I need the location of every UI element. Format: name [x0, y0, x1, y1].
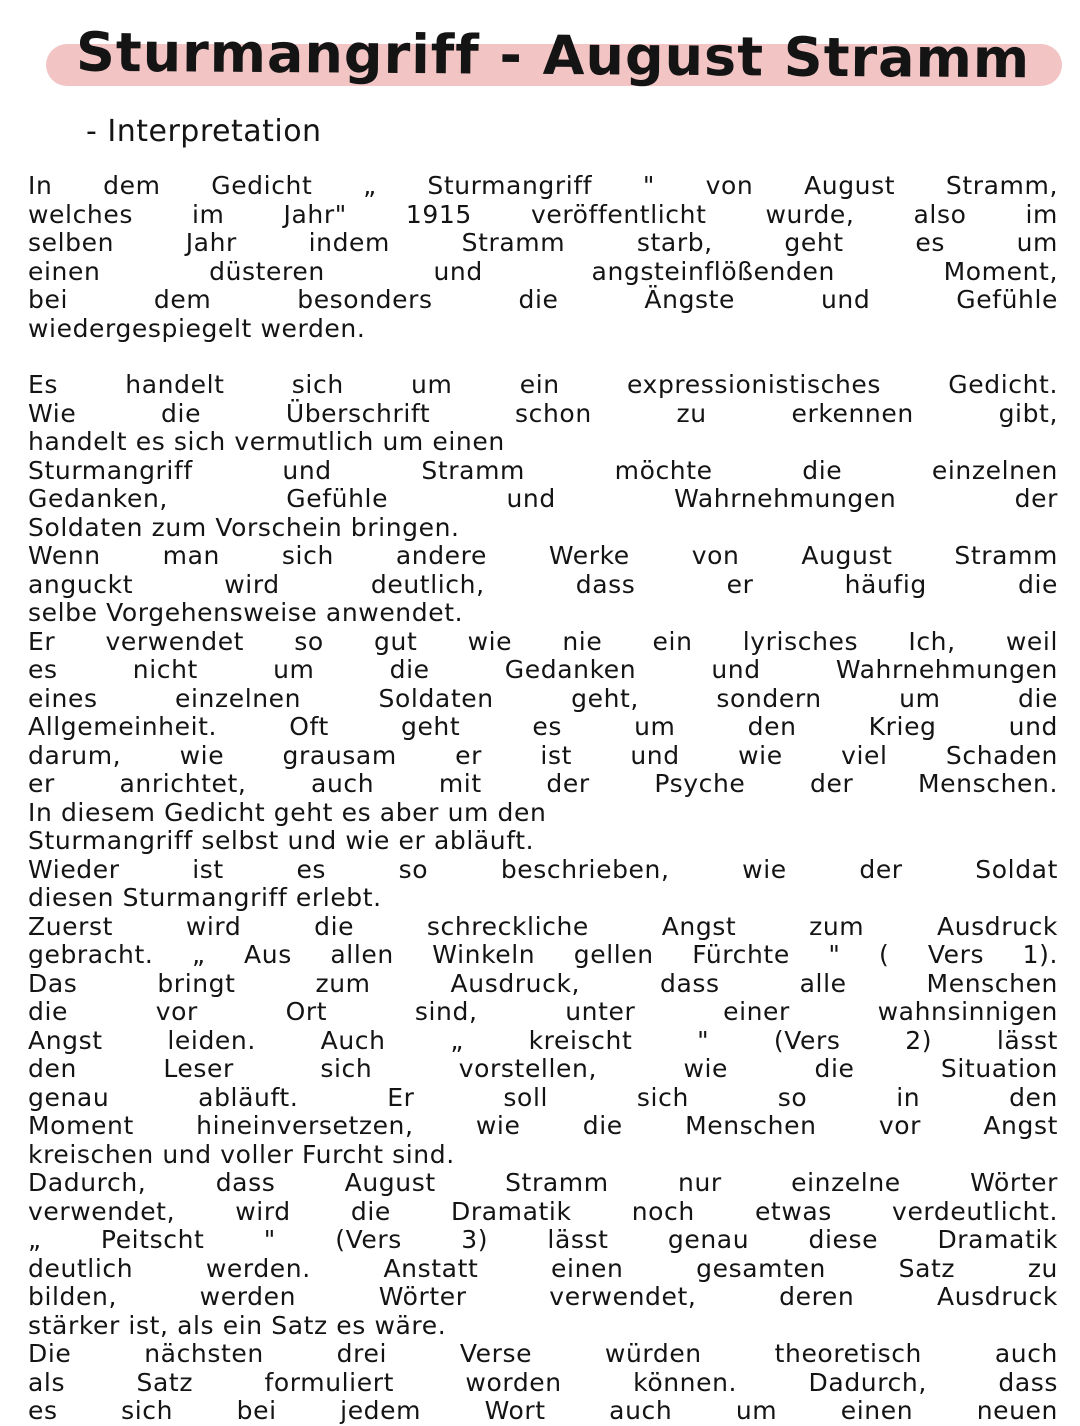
subtitle: - Interpretation — [86, 114, 322, 149]
body-text — [28, 172, 1058, 1426]
text-line: „ Peitscht " (Vers 3) lässt genau diese Dramatik — [28, 1225, 1058, 1254]
text-line: darum, wie grausam er ist und wie viel Schaden — [28, 740, 1058, 770]
text-line: den Leser sich vorstellen, wie die Situation — [28, 1054, 1058, 1083]
text-line: In diesem Gedicht geht es aber um den — [28, 797, 547, 827]
text-line: genau abläuft. Er soll sich so in den — [28, 1082, 1058, 1112]
text-line: Dadurch, dass August Stramm nur einzelne Wörter — [28, 1168, 1058, 1197]
text-line: gebracht. „ Aus allen Winkeln gellen Fürchte " ( Vers 1). — [28, 940, 1058, 969]
text-line: deutlich werden. Anstatt einen gesamten Satz zu — [28, 1253, 1058, 1283]
text-line: verwendet, wird die Dramatik noch etwas verdeutlicht. — [28, 1196, 1058, 1226]
text-line: selbe Vorgehensweise anwendet. — [28, 598, 464, 627]
text-line: bei dem besonders die Ängste und Gefühle — [28, 285, 1058, 314]
text-line: Zuerst wird die schreckliche Angst zum Ausdruck — [28, 911, 1058, 941]
text-line: Sturmangriff und Stramm möchte die einzelnen — [28, 455, 1058, 485]
text-line: welches im Jahr" 1915 veröffentlicht wurde, also im — [28, 199, 1058, 229]
text-line: bilden, werden Wörter verwendet, deren Ausdruck — [28, 1282, 1058, 1311]
text-line: Sturmangriff selbst und wie er abläuft. — [28, 826, 535, 855]
text-line: Gedanken, Gefühle und Wahrnehmungen der — [28, 484, 1058, 513]
text-line: einen düsteren und angsteinflößenden Moment, — [28, 256, 1058, 286]
text-line: Das bringt zum Ausdruck, dass alle Menschen — [28, 968, 1058, 998]
text-line: eines einzelnen Soldaten geht, sondern um die — [28, 683, 1058, 713]
text-line: als Satz formuliert worden können. Dadurch, dass — [28, 1367, 1058, 1397]
text-line: es sich bei jedem Wort auch um einen neuen — [28, 1396, 1058, 1425]
paragraph-introduction — [28, 172, 1058, 343]
text-line: diesen Sturmangriff erlebt. — [28, 883, 382, 912]
text-line: Moment hineinversetzen, wie die Menschen vor Angst — [28, 1111, 1058, 1140]
text-line: kreischen und voller Furcht sind. — [28, 1139, 455, 1169]
text-line: Soldaten zum Vorschein bringen. — [28, 512, 460, 542]
text-line: die vor Ort sind, unter einer wahnsinnigen — [28, 997, 1058, 1026]
text-line: stärker ist, als ein Satz es wäre. — [28, 1310, 447, 1340]
text-line: Wie die Überschrift schon zu erkennen gibt, — [28, 398, 1058, 428]
text-line: In dem Gedicht „ Sturmangriff " von August Stramm, — [28, 171, 1058, 200]
text-line: Angst leiden. Auch „ kreischt " (Vers 2) lässt — [28, 1025, 1058, 1055]
text-line: Allgemeinheit. Oft geht es um den Krieg und — [28, 712, 1058, 741]
text-line: wiedergespiegelt werden. — [28, 313, 366, 343]
page-title: Sturmangriff - August Stramm — [75, 20, 1031, 91]
text-line: anguckt wird deutlich, dass er häufig die — [28, 569, 1058, 599]
text-line: er anrichtet, auch mit der Psyche der Menschen. — [28, 769, 1058, 798]
paragraph-analysis — [28, 371, 1058, 1426]
text-line: selben Jahr indem Stramm starb, geht es um — [28, 228, 1058, 257]
text-line: Wieder ist es so beschrieben, wie der Soldat — [28, 854, 1058, 884]
text-line: Er verwendet so gut wie nie ein lyrisches Ich, weil — [28, 626, 1058, 656]
text-line: Die nächsten drei Verse würden theoretisch auch — [28, 1339, 1058, 1368]
text-line: Es handelt sich um ein expressionistisches Gedicht. — [28, 370, 1058, 399]
text-line: Wenn man sich andere Werke von August Stramm — [28, 541, 1058, 570]
text-line: handelt es sich vermutlich um einen — [28, 427, 505, 456]
text-line: es nicht um die Gedanken und Wahrnehmungen — [28, 655, 1058, 684]
